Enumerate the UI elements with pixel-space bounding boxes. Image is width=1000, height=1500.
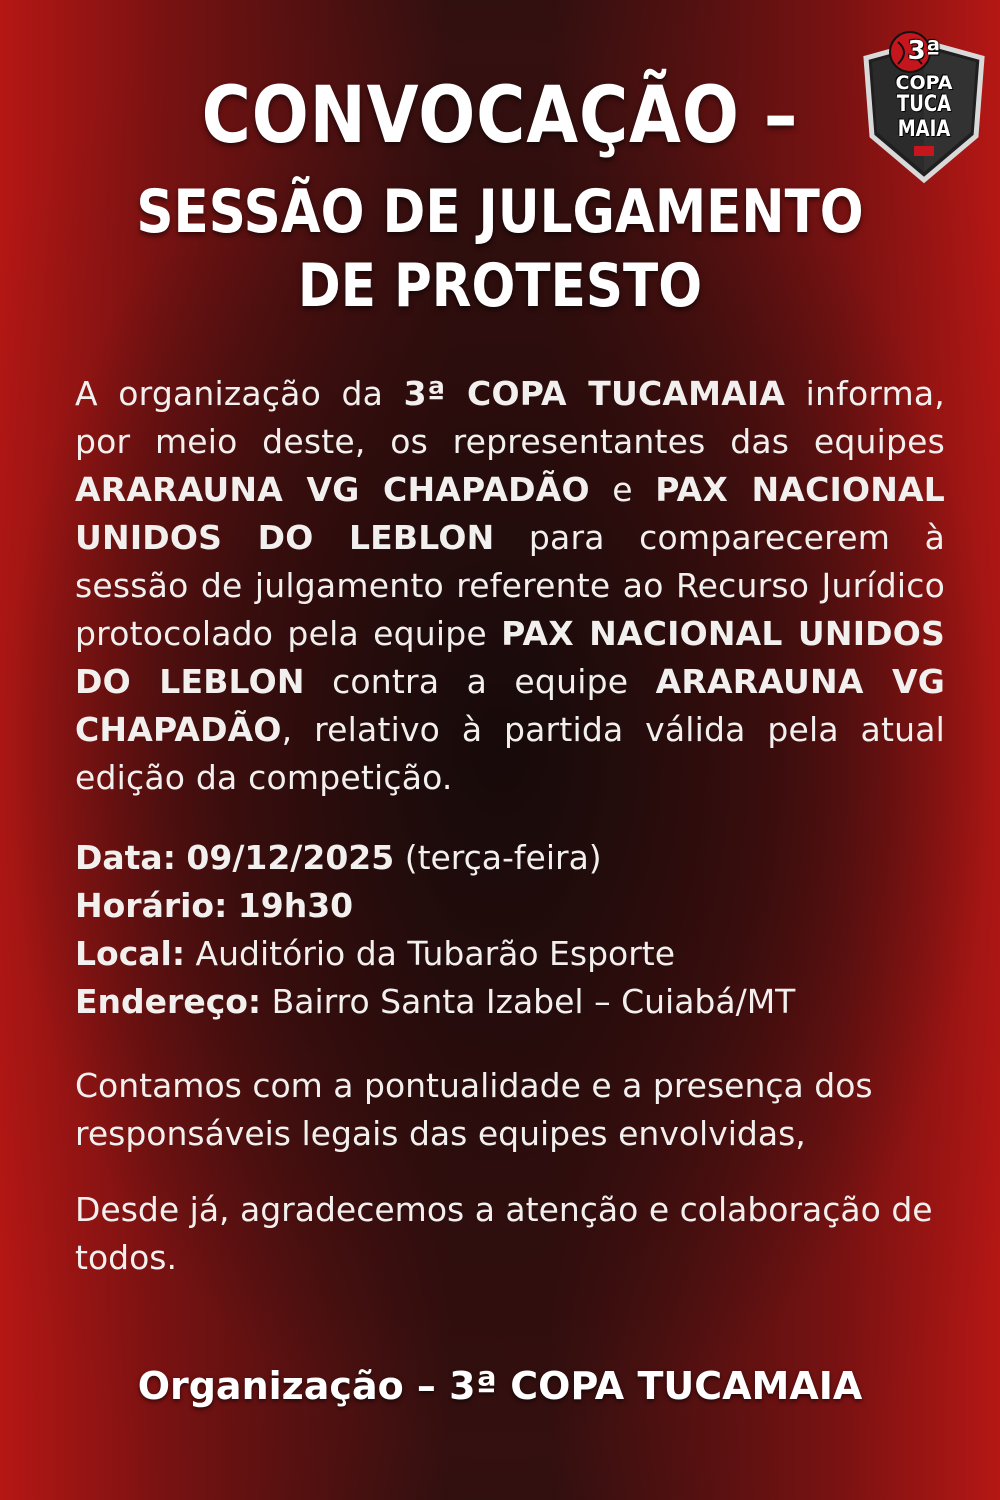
place-row	[75, 930, 945, 978]
title-line-3: DE PROTESTO	[297, 251, 703, 321]
address-label: Endereço:	[75, 982, 262, 1021]
body-text-3: para comparecerem à sessão de julgamento referente ao Recurso Jurídico protocolado pela equipe	[75, 518, 945, 653]
intro-text: A organização da	[75, 374, 404, 413]
announcement-body	[75, 370, 945, 802]
announcement-paragraph	[75, 370, 945, 802]
date-label: Data:	[75, 838, 176, 877]
team-pax-nacional-2: PAX NACIONAL UNIDOS DO LEBLON	[75, 614, 945, 701]
body-text-4: contra a equipe	[304, 662, 656, 701]
conjunction: e	[589, 470, 656, 509]
time-label: Horário:	[75, 886, 228, 925]
body-text-5: , relativo à partida válida pela atual edição da competição.	[75, 710, 945, 797]
copa-tuca-maia-logo	[858, 28, 990, 186]
body-text-2: informa, por meio deste, os representantes das equipes	[75, 374, 945, 461]
closing-paragraph-1: Contamos com a pontualidade e a presença dos responsáveis legais das equipes envolvidas,	[75, 1066, 873, 1153]
page-title	[0, 68, 1000, 320]
closing-paragraph-2: Desde já, agradecemos a atenção e colaboração de todos.	[75, 1190, 933, 1277]
title-line-2: SESSÃO DE JULGAMENTO	[136, 177, 864, 247]
date-note: (terça-feira)	[394, 838, 602, 877]
team-arauna-2: ARARAUNA VG CHAPADÃO	[75, 662, 945, 749]
session-details	[75, 834, 945, 1026]
time-value: 19h30	[237, 886, 354, 925]
time-row	[75, 882, 945, 930]
team-pax-nacional: PAX NACIONAL UNIDOS DO LEBLON	[75, 470, 945, 557]
logo-edition: 3ª	[907, 36, 941, 66]
logo-copa: COPA	[895, 72, 953, 94]
date-value: 09/12/2025	[186, 838, 395, 877]
team-arauna: ARARAUNA VG CHAPADÃO	[75, 470, 590, 509]
date-row	[75, 834, 945, 882]
address-row	[75, 978, 945, 1026]
logo-name: TUCA MAIA	[896, 92, 952, 142]
organizer-name: 3ª COPA TUCAMAIA	[403, 374, 786, 413]
place-value: Auditório da Tubarão Esporte	[195, 934, 676, 973]
title-line-1: CONVOCAÇÃO –	[201, 71, 799, 161]
footer-signature: Organização – 3ª COPA TUCAMAIA	[137, 1364, 863, 1408]
address-value: Bairro Santa Izabel – Cuiabá/MT	[271, 982, 796, 1021]
place-label: Local:	[75, 934, 186, 973]
